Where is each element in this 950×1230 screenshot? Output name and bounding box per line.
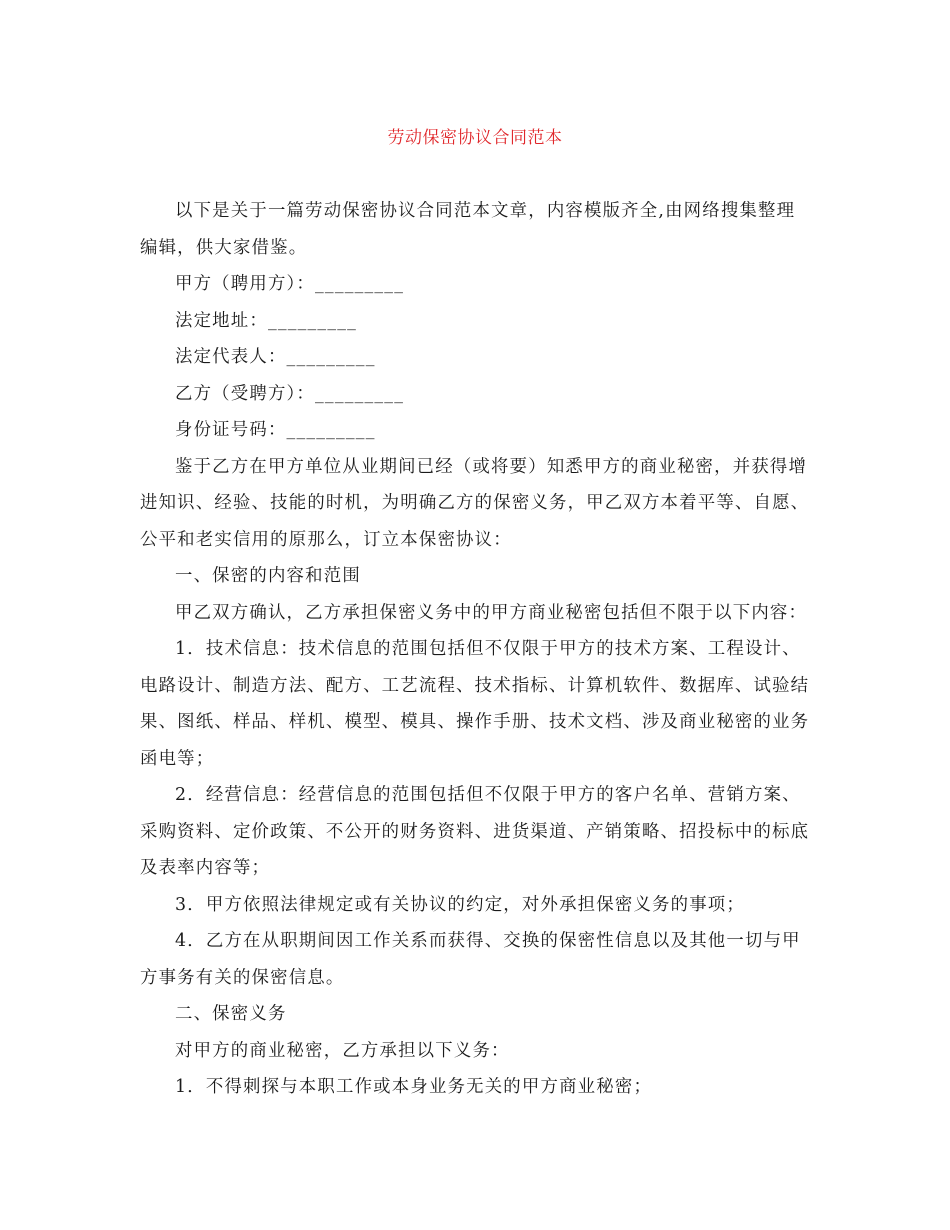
paragraph: 甲乙双方确认，乙方承担保密义务中的甲方商业秘密包括但不限于以下内容：	[175, 602, 808, 623]
field-legal-address: 法定地址：_________	[175, 310, 358, 331]
list-item: 2．经营信息：经营信息的范围包括但不仅限于甲方的客户名单、营销方案、采购资料、定价政策、不公开的财务资料、进货渠道、产销策略、招投标中的标底及表率内容等；	[140, 785, 810, 878]
field-party-b: 乙方（受聘方）：_________	[175, 383, 405, 404]
field-party-a: 甲方（聘用方）：_________	[175, 274, 405, 294]
paragraph-preamble: 鉴于乙方在甲方单位从业期间已经（或将要）知悉甲方的商业秘密，并获得增进知识、经验、技能的时机，为明确乙方的保密义务，甲乙双方本着平等、自愿、公平和老实信用的原那么，订立本保密协议：	[140, 456, 810, 550]
document-body	[140, 193, 810, 1106]
list-item: 3．甲方依照法律规定或有关协议的约定，对外承担保密义务的事项；	[175, 894, 745, 915]
field-id-number: 身份证号码：_________	[175, 420, 376, 440]
paragraph: 对甲方的商业秘密，乙方承担以下义务：	[175, 1040, 510, 1061]
list-item: 1．技术信息：技术信息的范围包括但不仅限于甲方的技术方案、工程设计、电路设计、制造方法、配方、工艺流程、技术指标、计算机软件、数据库、试验结果、图纸、样品、样机、模型、模具、操作手册、技术文档、涉及商业秘密的业务函电等；	[140, 639, 810, 769]
document-title: 劳动保密协议合同范本	[387, 128, 563, 148]
section-heading-2: 二、保密义务	[175, 1004, 287, 1024]
field-legal-representative: 法定代表人：_________	[175, 347, 376, 367]
section-heading-1: 一、保密的内容和范围	[175, 566, 361, 586]
list-item: 4．乙方在从职期间因工作关系而获得、交换的保密性信息以及其他一切与甲方事务有关的保密信息。	[140, 931, 801, 988]
list-item: 1．不得刺探与本职工作或本身业务无关的甲方商业秘密；	[175, 1077, 653, 1097]
paragraph-intro: 以下是关于一篇劳动保密协议合同范本文章，内容模版齐全,由网络搜集整理编辑，供大家借鉴。	[140, 201, 796, 258]
